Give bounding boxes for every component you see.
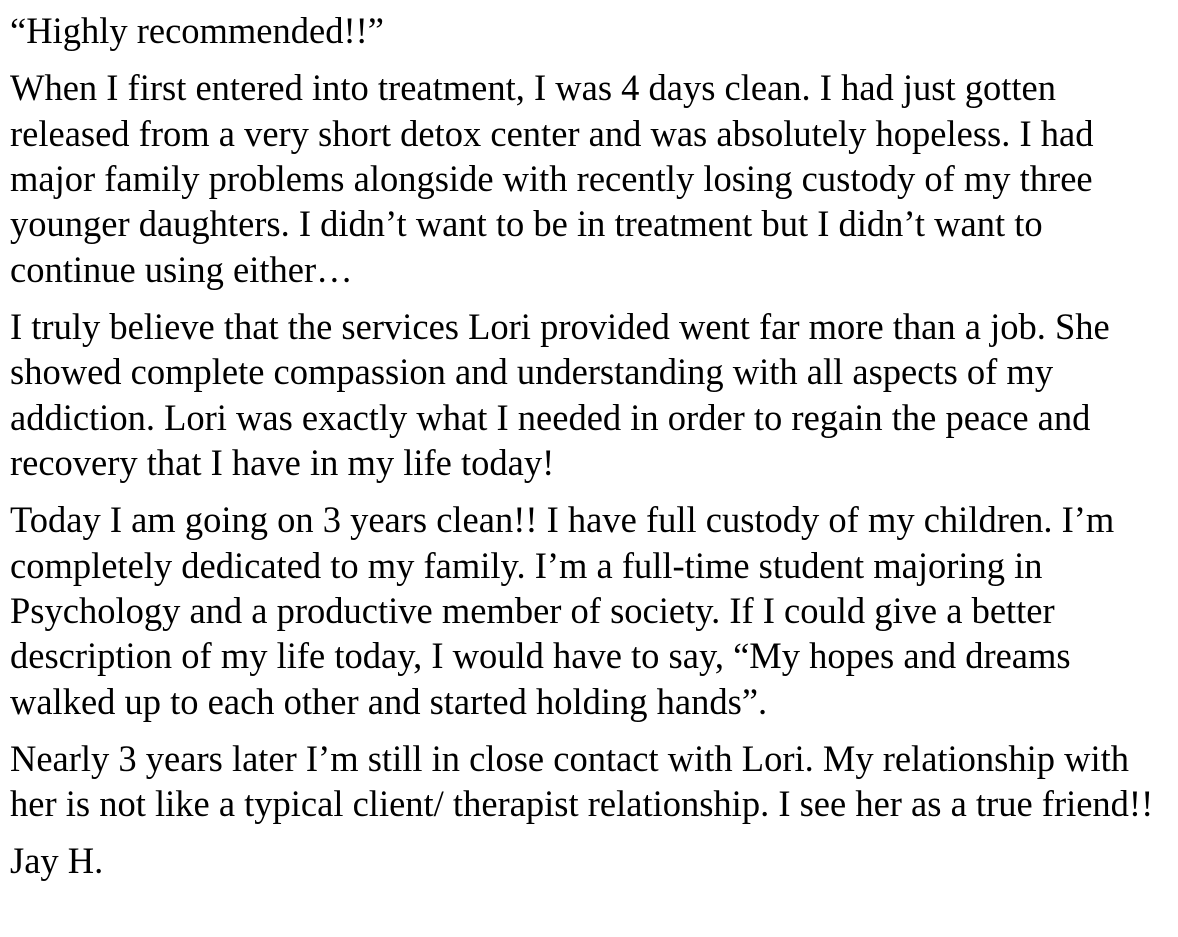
testimonial-paragraph-2: I truly believe that the services Lori provided went far more than a job. She showed complete compassion and understanding with all aspects of my addiction. Lori was exactly what I needed in order to regain the peace and recovery that I have in my life today! — [10, 305, 1110, 484]
testimonial — [10, 8, 1172, 884]
testimonial-paragraph-1: When I first entered into treatment, I was 4 days clean. I had just gotten released from a very short detox center and was absolutely hopeless. I had major family problems alongside with recently losing custody of my three younger daughters. I didn’t want to be in treatment but I didn’t want to continue using either… — [10, 67, 1094, 290]
testimonial-headline: “Highly recommended!!” — [10, 10, 384, 51]
testimonial-paragraph-4: Nearly 3 years later I’m still in close contact with Lori. My relationship with her is not like a typical client/ therapist relationship. I see her as a true friend!! — [10, 737, 1154, 825]
testimonial-author: Jay H. — [10, 840, 104, 882]
testimonial-paragraph-3: Today I am going on 3 years clean!! I have full custody of my children. I’m completely dedicated to my family. I’m a full-time student majoring in Psychology and a productive member of society. If I could give a better description of my life today, I would have to say, “My hopes and dreams walked up to each other and started holding hands”. — [10, 499, 1115, 722]
